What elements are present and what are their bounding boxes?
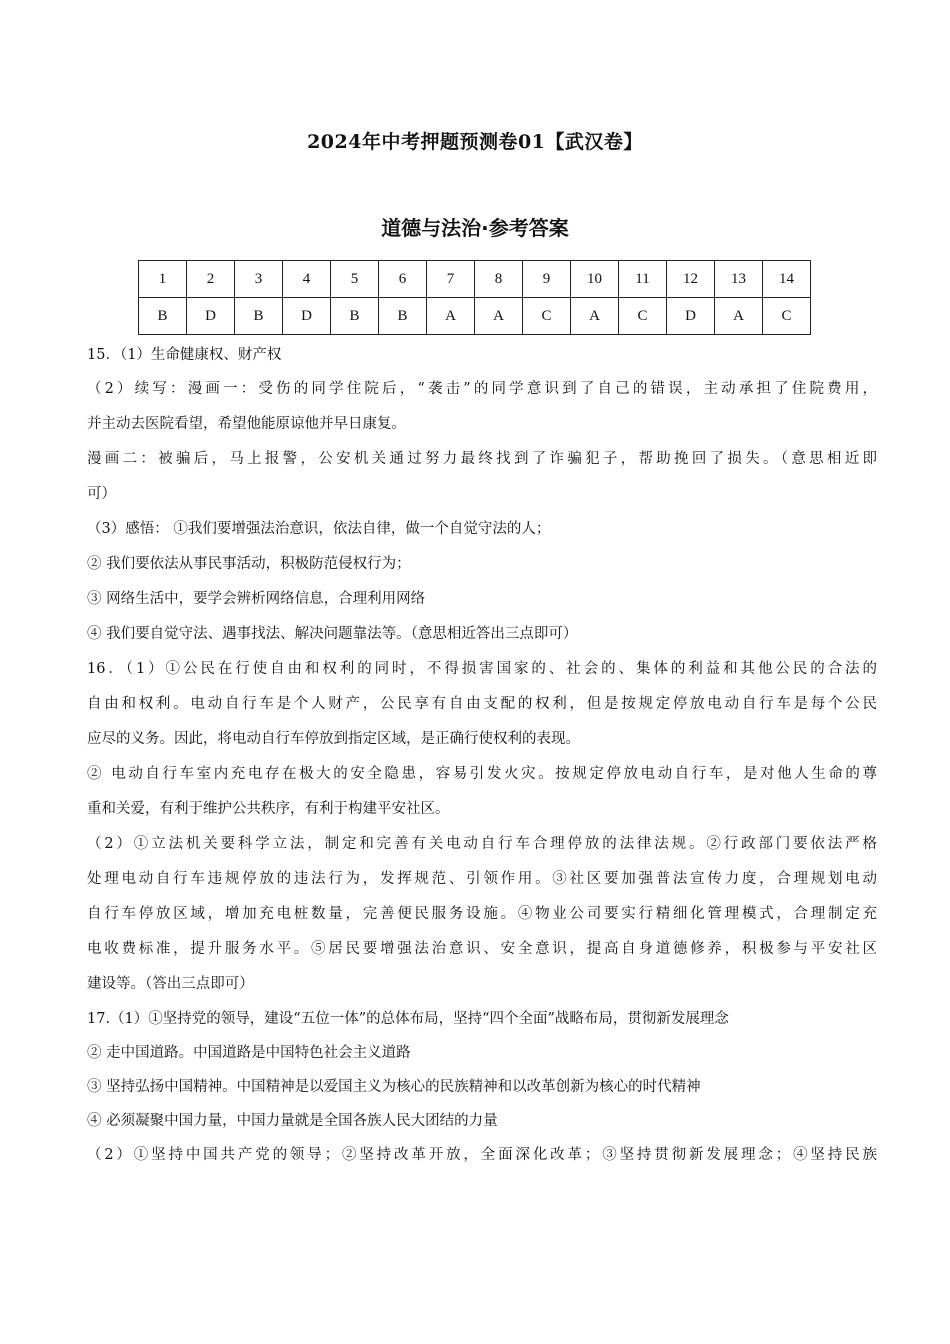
answer-cell: C: [763, 298, 811, 335]
answer-cell: A: [715, 298, 763, 335]
question-number-cell: 2: [187, 261, 235, 298]
text-line: ④ 我们要自觉守法、遇事找法、解决问题靠法等。（意思相近答出三点即可）: [87, 626, 578, 642]
question-number-cell: 6: [379, 261, 427, 298]
question-number-cell: 9: [523, 261, 571, 298]
text-line: ② 我们要依法从事民事活动，积极防范侵权行为；: [87, 556, 411, 572]
answer-cell: C: [619, 298, 667, 335]
text-line: 自由和权利。电动自行车是个人财产，公民享有自由支配的权利，但是按规定停放电动自行车是每个公民: [87, 696, 877, 712]
answer-cell: C: [523, 298, 571, 335]
text-line: 重和关爱，有利于维护公共秩序，有利于构建平安社区。: [87, 801, 450, 817]
answer-cell: A: [427, 298, 475, 335]
text-line: 16．（1）①公民在行使自由和权利的同时，不得损害国家的、社会的、集体的利益和其他公民的合法的: [87, 661, 877, 677]
answer-cell: A: [475, 298, 523, 335]
page-subtitle: 道德与法治·参考答案: [381, 216, 569, 240]
answer-cell: D: [667, 298, 715, 335]
answer-table-number-row: [139, 261, 811, 298]
question-number-cell: 11: [619, 261, 667, 298]
text-line: ③ 坚持弘扬中国精神。中国精神是以爱国主义为核心的民族精神和以改革创新为核心的时代精神: [87, 1079, 701, 1095]
answer-cell: D: [283, 298, 331, 335]
answer-cell: A: [571, 298, 619, 335]
page-title: 2024年中考押题预测卷01【武汉卷】: [307, 131, 643, 153]
text-line: ④ 必须凝聚中国力量，中国力量就是全国各族人民大团结的力量: [87, 1113, 498, 1129]
answer-cell: B: [379, 298, 427, 335]
question-number-cell: 8: [475, 261, 523, 298]
text-line: 处理电动自行车违规停放的违法行为，发挥规范、引领作用。③社区要加强普法宣传力度，合理规划电动: [87, 871, 877, 887]
question-number-cell: 3: [235, 261, 283, 298]
text-line: 建设等。（答出三点即可）: [87, 976, 254, 992]
text-line: （3）感悟： ①我们要增强法治意识，依法自律，做一个自觉守法的人；: [87, 521, 551, 537]
text-line: 电收费标准，提升服务水平。⑤居民要增强法治意识、安全意识，提高自身道德修养，积极参与平安社区: [87, 941, 877, 957]
text-line: 15．（1）生命健康权、财产权: [87, 347, 282, 363]
answer-cell: B: [331, 298, 379, 335]
answer-table-answer-row: [139, 298, 811, 335]
text-line: 17.（1）①坚持党的领导，建设“五位一体”的总体布局，坚持“四个全面”战略布局，贯彻新发展理念: [87, 1011, 729, 1027]
text-line: （2）①立法机关要科学立法，制定和完善有关电动自行车合理停放的法律法规。②行政部门要依法严格: [87, 836, 877, 852]
text-line: 可）: [87, 486, 116, 502]
question-number-cell: 7: [427, 261, 475, 298]
question-number-cell: 14: [763, 261, 811, 298]
text-line: 自行车停放区域，增加充电桩数量，完善便民服务设施。④物业公司要实行精细化管理模式，合理制定充: [87, 906, 877, 922]
answer-explanations: [87, 338, 877, 1172]
answer-cell: B: [235, 298, 283, 335]
text-line: 漫画二：被骗后，马上报警，公安机关通过努力最终找到了诈骗犯子，帮助挽回了损失。（意思相近即: [87, 451, 877, 467]
question-number-cell: 5: [331, 261, 379, 298]
text-line: ② 走中国道路。中国道路是中国特色社会主义道路: [87, 1045, 411, 1061]
text-line: 并主动去医院看望，希望他能原谅他并早日康复。: [87, 416, 406, 432]
text-line: ③ 网络生活中，要学会辨析网络信息，合理利用网络: [87, 591, 426, 607]
text-line: ② 电动自行车室内充电存在极大的安全隐患，容易引发火灾。按规定停放电动自行车，是对他人生命的尊: [87, 766, 877, 782]
text-line: （2）续写：漫画一：受伤的同学住院后，“袭击”的同学意识到了自己的错误，主动承担了住院费用，: [87, 381, 877, 397]
question-number-cell: 12: [667, 261, 715, 298]
question-number-cell: 1: [139, 261, 187, 298]
text-line: 应尽的义务。因此，将电动自行车停放到指定区域，是正确行使权利的表现。: [87, 731, 580, 747]
answer-cell: B: [139, 298, 187, 335]
answer-cell: D: [187, 298, 235, 335]
text-line: （2）①坚持中国共产党的领导；②坚持改革开放，全面深化改革；③坚持贯彻新发展理念；④坚持民族: [87, 1147, 877, 1163]
question-number-cell: 4: [283, 261, 331, 298]
question-number-cell: 10: [571, 261, 619, 298]
question-number-cell: 13: [715, 261, 763, 298]
answer-table: [138, 260, 811, 335]
